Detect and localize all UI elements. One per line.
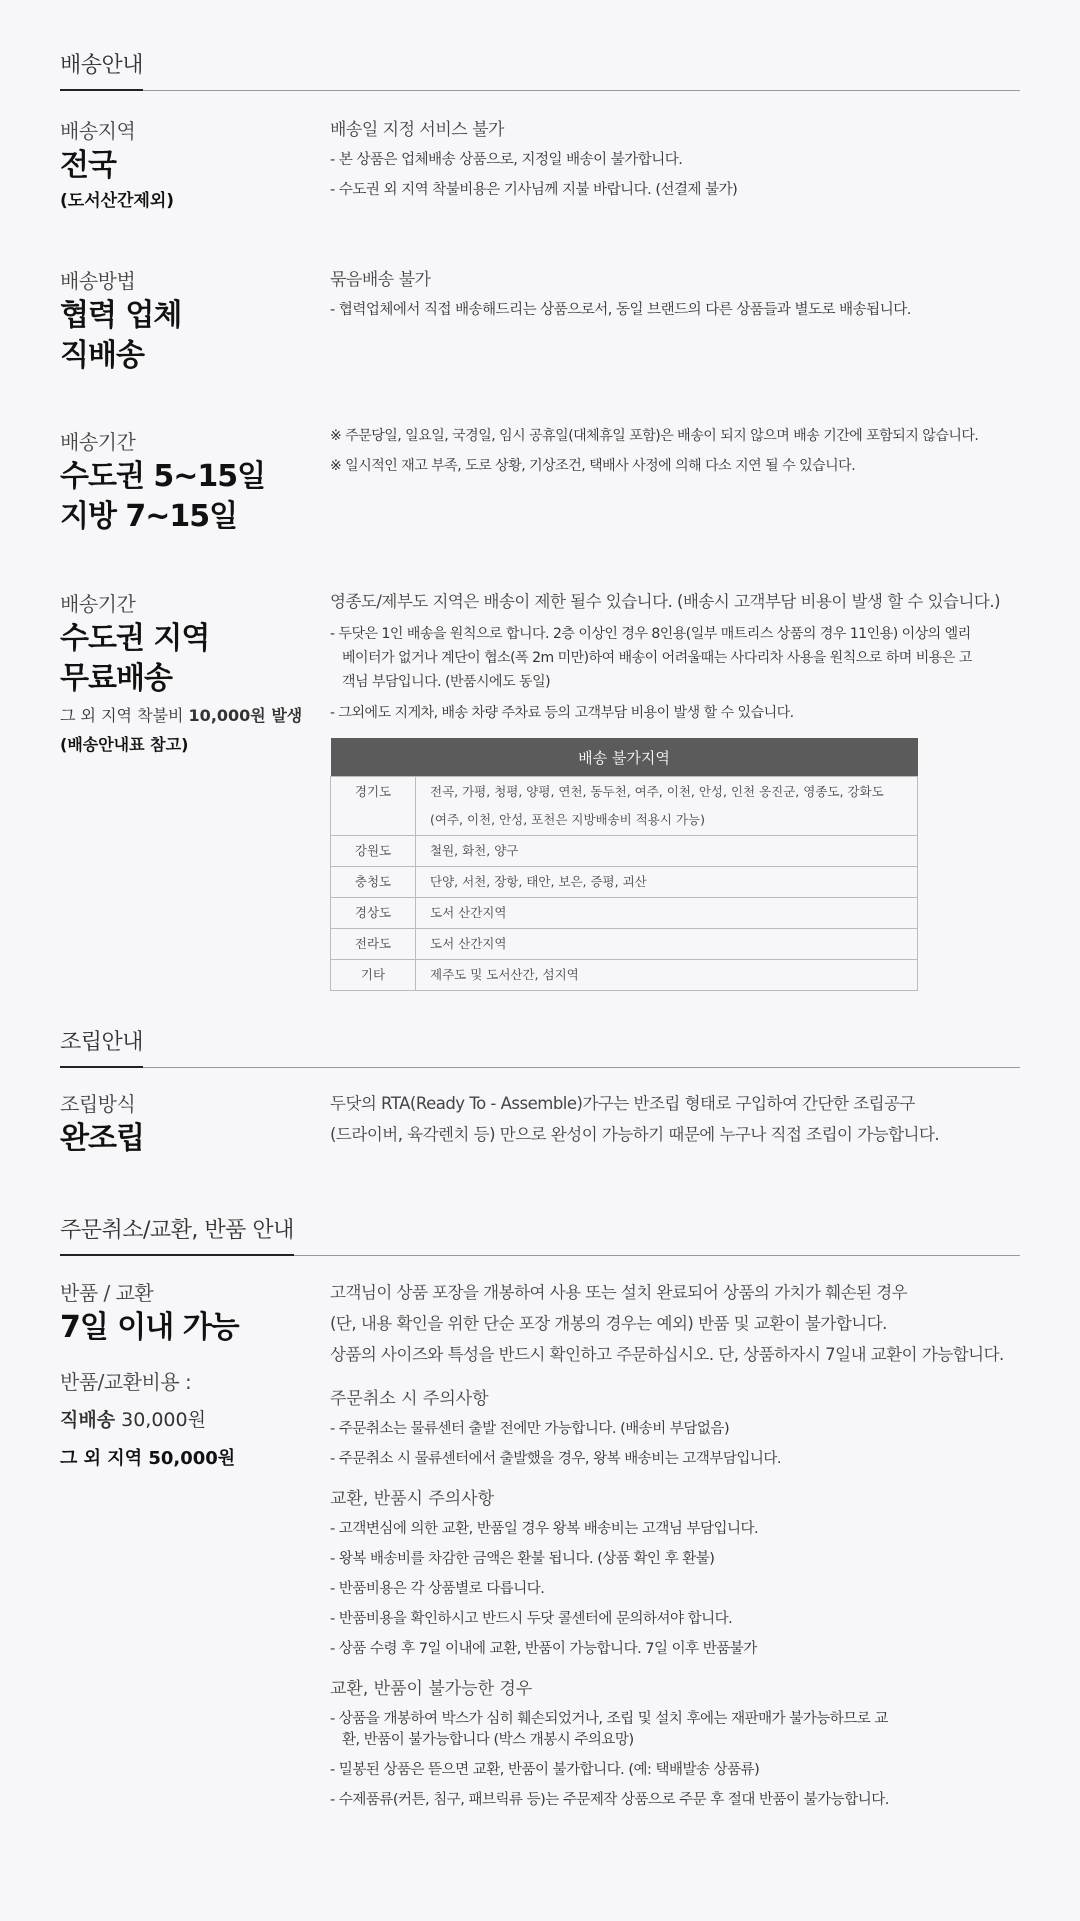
table-row xyxy=(331,898,918,929)
region-cell: 기타 xyxy=(331,960,416,991)
list-item: - 왕복 배송비를 차감한 금액은 환불 됩니다. (상품 확인 후 환불) xyxy=(330,1551,715,1567)
areas-cell: 도서 산간지역 xyxy=(416,929,918,960)
list-item: - 협력업체에서 직접 배송해드리는 상품으로서, 동일 브랜드의 다른 상품들과 별도로 배송됩니다. xyxy=(330,302,911,318)
fee-amount: 10,000원 발생 xyxy=(188,706,303,725)
list-item: - 그외에도 지게차, 배송 차량 주차료 등의 고객부담 비용이 발생 할 수 있습니다. xyxy=(330,705,794,721)
block-headline: 7일 이내 가능 xyxy=(60,1310,239,1345)
block-headline: 수도권 5~15일 xyxy=(60,459,266,494)
list-item: - 반품비용을 확인하시고 반드시 두닷 콜센터에 문의하셔야 합니다. xyxy=(330,1611,733,1627)
assembly-text: (드라이버, 육각렌치 등) 만으로 완성이 가능하기 때문에 누구나 직접 조립이 가능합니다. xyxy=(330,1125,940,1144)
region-cell: 경상도 xyxy=(331,898,416,929)
table-row xyxy=(331,929,918,960)
block-headline: 지방 7~15일 xyxy=(60,499,238,534)
list-item: - 밀봉된 상품은 뜯으면 교환, 반품이 불가합니다. (예: 택배발송 상품류) xyxy=(330,1762,760,1778)
restricted-area-table xyxy=(330,738,918,991)
list-item: ※ 일시적인 재고 부족, 도로 상황, 기상조건, 택배사 사정에 의해 다소 지연 될 수 있습니다. xyxy=(330,458,856,474)
cost-direct-label: 직배송 xyxy=(60,1409,116,1431)
cost-other: 그 외 지역 50,000원 xyxy=(60,1448,236,1469)
areas-cell: 제주도 및 도서산간, 섬지역 xyxy=(416,960,918,991)
cost-label: 반품/교환비용 : xyxy=(60,1370,192,1394)
section-divider xyxy=(60,1067,1020,1068)
assembly-block xyxy=(60,1088,1020,1188)
delivery-section-header xyxy=(60,48,1020,91)
block-subnote: (도서산간제외) xyxy=(60,191,175,211)
areas-text: 전곡, 가평, 청평, 양평, 연천, 동두천, 여주, 이천, 안성, 인천 옹진군, 영종도, 강화도 xyxy=(430,784,884,799)
region-cell: 경기도 xyxy=(331,777,416,836)
returns-section-header xyxy=(60,1213,1020,1256)
block-headline: 완조립 xyxy=(60,1121,144,1156)
block-title: 영종도/제부도 지역은 배송이 제한 될수 있습니다. (배송시 고객부담 비용이 발생 할 수 있습니다.) xyxy=(330,592,1001,611)
fee-reference: (배송안내표 참고) xyxy=(60,735,189,754)
table-row xyxy=(331,777,918,836)
list-item: - 주문취소는 물류센터 출발 전에만 가능합니다. (배송비 부담없음) xyxy=(330,1421,730,1437)
areas-cell: 단양, 서천, 장항, 태안, 보은, 증평, 괴산 xyxy=(416,867,918,898)
list-item: - 상품을 개봉하여 박스가 심히 훼손되었거나, 조립 및 설치 후에는 재판매가 불가능하므로 교환, 반품이 불가능합니다 (박스 개봉시 주의요망) xyxy=(330,1711,888,1748)
returns-intro: 상품의 사이즈와 특성을 반드시 확인하고 주문하십시오. 단, 상품하자시 7일내 교환이 가능합니다. xyxy=(330,1345,1004,1364)
section-title: 주문취소/교환, 반품 안내 xyxy=(60,1213,294,1256)
block-label: 반품 / 교환 xyxy=(60,1281,154,1305)
list-item: - 반품비용은 각 상품별로 다릅니다. xyxy=(330,1581,545,1597)
delivery-area-block xyxy=(60,115,1020,225)
impossible-title: 교환, 반품이 불가능한 경우 xyxy=(330,1679,533,1699)
table-row xyxy=(331,867,918,898)
region-cell: 충청도 xyxy=(331,867,416,898)
list-item: - 본 상품은 업체배송 상품으로, 지정일 배송이 불가합니다. xyxy=(330,152,683,168)
list-item: ※ 주문당일, 일요일, 국경일, 임시 공휴일(대체휴일 포함)은 배송이 되지 않으며 배송 기간에 포함되지 않습니다. xyxy=(330,428,979,444)
section-title: 조립안내 xyxy=(60,1025,143,1068)
block-label: 배송방법 xyxy=(60,269,136,293)
block-label: 배송지역 xyxy=(60,119,136,143)
areas-cell: 철원, 화천, 양구 xyxy=(416,836,918,867)
assembly-text: 두닷의 RTA(Ready To - Assemble)가구는 반조립 형태로 구입하여 간단한 조립공구 xyxy=(330,1094,915,1113)
list-item: - 주문취소 시 물류센터에서 출발했을 경우, 왕복 배송비는 고객부담입니다. xyxy=(330,1451,782,1467)
region-cell: 전라도 xyxy=(331,929,416,960)
list-item: - 수제품류(커튼, 침구, 패브릭류 등)는 주문제작 상품으로 주문 후 절대 반품이 불가능합니다. xyxy=(330,1792,889,1808)
block-headline: 협력 업체 xyxy=(60,298,182,333)
fee-line xyxy=(60,703,310,726)
table-header: 배송 불가지역 xyxy=(331,738,918,777)
block-label: 배송기간 xyxy=(60,592,136,616)
block-title: 묶음배송 불가 xyxy=(330,270,431,290)
block-label: 조립방식 xyxy=(60,1092,136,1116)
fee-prefix: 그 외 지역 착불비 xyxy=(60,706,189,725)
table-row xyxy=(331,960,918,991)
list-item: - 고객변심에 의한 교환, 반품일 경우 왕복 배송비는 고객님 부담입니다. xyxy=(330,1521,759,1537)
table-row xyxy=(331,836,918,867)
returns-intro: (단, 내용 확인을 위한 단순 포장 개봉의 경우는 예외) 반품 및 교환이 불가합니다. xyxy=(330,1314,887,1333)
assembly-section-header xyxy=(60,1025,1020,1068)
delivery-free-block xyxy=(60,588,1020,998)
delivery-method-block xyxy=(60,265,1020,385)
cancel-title: 주문취소 시 주의사항 xyxy=(330,1389,489,1409)
list-item: - 두닷은 1인 배송을 원칙으로 합니다. 2층 이상인 경우 8인용(일부 매트리스 상품의 경우 11인용) 이상의 엘리베이터가 없거나 계단이 협소(폭 2m 미만)하여 배송이 어려울때는 사다리차 사용을 원칙으로 하며 비용은 고객님 부담입니다. (반품시에도 동일) xyxy=(330,626,972,690)
region-cell: 강원도 xyxy=(331,836,416,867)
exchange-title: 교환, 반품시 주의사항 xyxy=(330,1489,495,1509)
areas-note: (여주, 이천, 안성, 포천은 지방배송비 적용시 가능) xyxy=(430,812,705,827)
delivery-period-block xyxy=(60,426,1020,546)
block-title: 배송일 지정 서비스 불가 xyxy=(330,120,504,140)
list-item: - 수도권 외 지역 착불비용은 기사님께 지불 바랍니다. (선결제 불가) xyxy=(330,182,738,198)
returns-block xyxy=(60,1277,1020,1847)
cost-direct xyxy=(60,1405,310,1432)
section-title: 배송안내 xyxy=(60,48,143,91)
returns-intro: 고객님이 상품 포장을 개봉하여 사용 또는 설치 완료되어 상품의 가치가 훼손된 경우 xyxy=(330,1283,908,1302)
block-label: 배송기간 xyxy=(60,430,136,454)
block-headline: 수도권 지역 xyxy=(60,621,210,656)
section-divider xyxy=(60,90,1020,91)
cost-direct-value: 30,000원 xyxy=(115,1409,206,1431)
areas-cell: 도서 산간지역 xyxy=(416,898,918,929)
block-headline: 직배송 xyxy=(60,338,144,373)
block-headline: 전국 xyxy=(60,148,116,183)
list-item: - 상품 수령 후 7일 이내에 교환, 반품이 가능합니다. 7일 이후 반품불가 xyxy=(330,1641,757,1657)
areas-cell xyxy=(416,777,918,836)
block-headline: 무료배송 xyxy=(60,661,172,696)
